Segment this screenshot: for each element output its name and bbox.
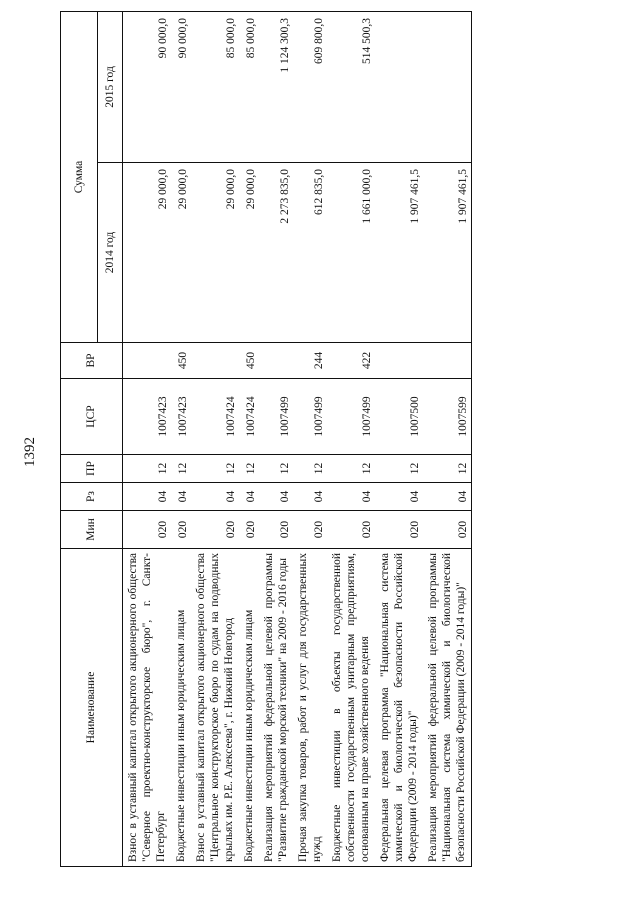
row-rz: 04 (239, 483, 259, 511)
row-pr: 12 (239, 455, 259, 483)
row-sum-2015: 514 500,3 (327, 11, 375, 162)
table-row (375, 11, 423, 866)
row-name: Федеральная целевая программа "Национальная система химической и биологической безопасности Российской Федерации (2009 - 2014 годы)" (375, 549, 423, 867)
row-vr (259, 343, 293, 379)
row-min: 020 (327, 511, 375, 549)
row-vr: 450 (239, 343, 259, 379)
row-min: 020 (171, 511, 191, 549)
row-min: 020 (239, 511, 259, 549)
row-sum-2014: 29 000,0 (171, 163, 191, 343)
row-csr: 1007500 (375, 379, 423, 455)
row-csr: 1007424 (239, 379, 259, 455)
row-sum-2014: 29 000,0 (239, 163, 259, 343)
row-rz: 04 (123, 483, 172, 511)
row-rz: 04 (191, 483, 239, 511)
header-vr: ВР (61, 343, 123, 379)
table-row (191, 11, 239, 866)
row-rz: 04 (327, 483, 375, 511)
row-sum-2014: 1 661 000,0 (327, 163, 375, 343)
header-csr: ЦСР (61, 379, 123, 455)
row-min: 020 (259, 511, 293, 549)
row-sum-2015: 609 800,0 (293, 11, 327, 162)
row-sum-2014: 2 273 835,0 (259, 163, 293, 343)
row-name: Бюджетные инвестиции иным юридическим лицам (171, 549, 191, 867)
row-name: Взнос в уставный капитал открытого акционерного общества "Северное проектно-конструкторское бюро", г. Санкт-Петербург (123, 549, 172, 867)
row-rz: 04 (259, 483, 293, 511)
row-pr: 12 (191, 455, 239, 483)
row-vr: 422 (327, 343, 375, 379)
row-min: 020 (123, 511, 172, 549)
row-pr: 12 (423, 455, 472, 483)
table-row (239, 11, 259, 866)
row-sum-2015 (423, 11, 472, 162)
row-sum-2014: 1 907 461,5 (375, 163, 423, 343)
row-vr (423, 343, 472, 379)
row-rz: 04 (293, 483, 327, 511)
row-csr: 1007599 (423, 379, 472, 455)
row-name: Бюджетные инвестиции в объекты государственной собственности государственным унитарным предприятиям, основанным на праве хозяйственного ведения (327, 549, 375, 867)
header-rz: Рз (61, 483, 123, 511)
row-pr: 12 (123, 455, 172, 483)
row-csr: 1007424 (191, 379, 239, 455)
row-min: 020 (293, 511, 327, 549)
row-csr: 1007499 (259, 379, 293, 455)
row-sum-2014: 29 000,0 (191, 163, 239, 343)
row-csr: 1007423 (123, 379, 172, 455)
row-vr (375, 343, 423, 379)
row-sum-2015: 90 000,0 (123, 11, 172, 162)
row-vr (191, 343, 239, 379)
header-name: Наименование (61, 549, 123, 867)
row-name: Реализация мероприятий федеральной целевой программы "Национальная система химической и биологической безопасности Российской Федерации (2009 - 2014 годы)" (423, 549, 472, 867)
row-sum-2014: 612 835,0 (293, 163, 327, 343)
header-min: Мин (61, 511, 123, 549)
table-row (327, 11, 375, 866)
table-row (259, 11, 293, 866)
row-rz: 04 (423, 483, 472, 511)
table-row (423, 11, 472, 866)
page-number: 1392 (22, 437, 38, 467)
table-row (123, 11, 172, 866)
row-min: 020 (423, 511, 472, 549)
header-sum: Сумма (61, 11, 98, 342)
row-sum-2015: 85 000,0 (239, 11, 259, 162)
budget-table (60, 11, 472, 867)
header-pr: ПР (61, 455, 123, 483)
row-vr: 450 (171, 343, 191, 379)
row-sum-2014: 29 000,0 (123, 163, 172, 343)
table-row (171, 11, 191, 866)
header-2014: 2014 год (98, 163, 123, 343)
table-row (293, 11, 327, 866)
row-min: 020 (375, 511, 423, 549)
row-sum-2014: 1 907 461,5 (423, 163, 472, 343)
row-csr: 1007423 (171, 379, 191, 455)
row-sum-2015: 1 124 300,3 (259, 11, 293, 162)
row-pr: 12 (375, 455, 423, 483)
row-pr: 12 (327, 455, 375, 483)
row-vr (123, 343, 172, 379)
row-name: Реализация мероприятий федеральной целевой программы "Развитие гражданской морской техники" на 2009 - 2016 годы (259, 549, 293, 867)
row-name: Бюджетные инвестиции иным юридическим лицам (239, 549, 259, 867)
row-csr: 1007499 (293, 379, 327, 455)
row-sum-2015: 85 000,0 (191, 11, 239, 162)
row-name: Прочая закупка товаров, работ и услуг для государственных нужд (293, 549, 327, 867)
row-rz: 04 (375, 483, 423, 511)
row-min: 020 (191, 511, 239, 549)
row-pr: 12 (171, 455, 191, 483)
header-2015: 2015 год (98, 11, 123, 162)
row-sum-2015: 90 000,0 (171, 11, 191, 162)
row-vr: 244 (293, 343, 327, 379)
row-name: Взнос в уставный капитал открытого акционерного общества "Центральное конструкторское бюро по судам на подводных крыльях им. Р.Е. Алексеева", г. Нижний Новгород (191, 549, 239, 867)
row-csr: 1007499 (327, 379, 375, 455)
row-pr: 12 (259, 455, 293, 483)
row-sum-2015 (375, 11, 423, 162)
row-pr: 12 (293, 455, 327, 483)
row-rz: 04 (171, 483, 191, 511)
